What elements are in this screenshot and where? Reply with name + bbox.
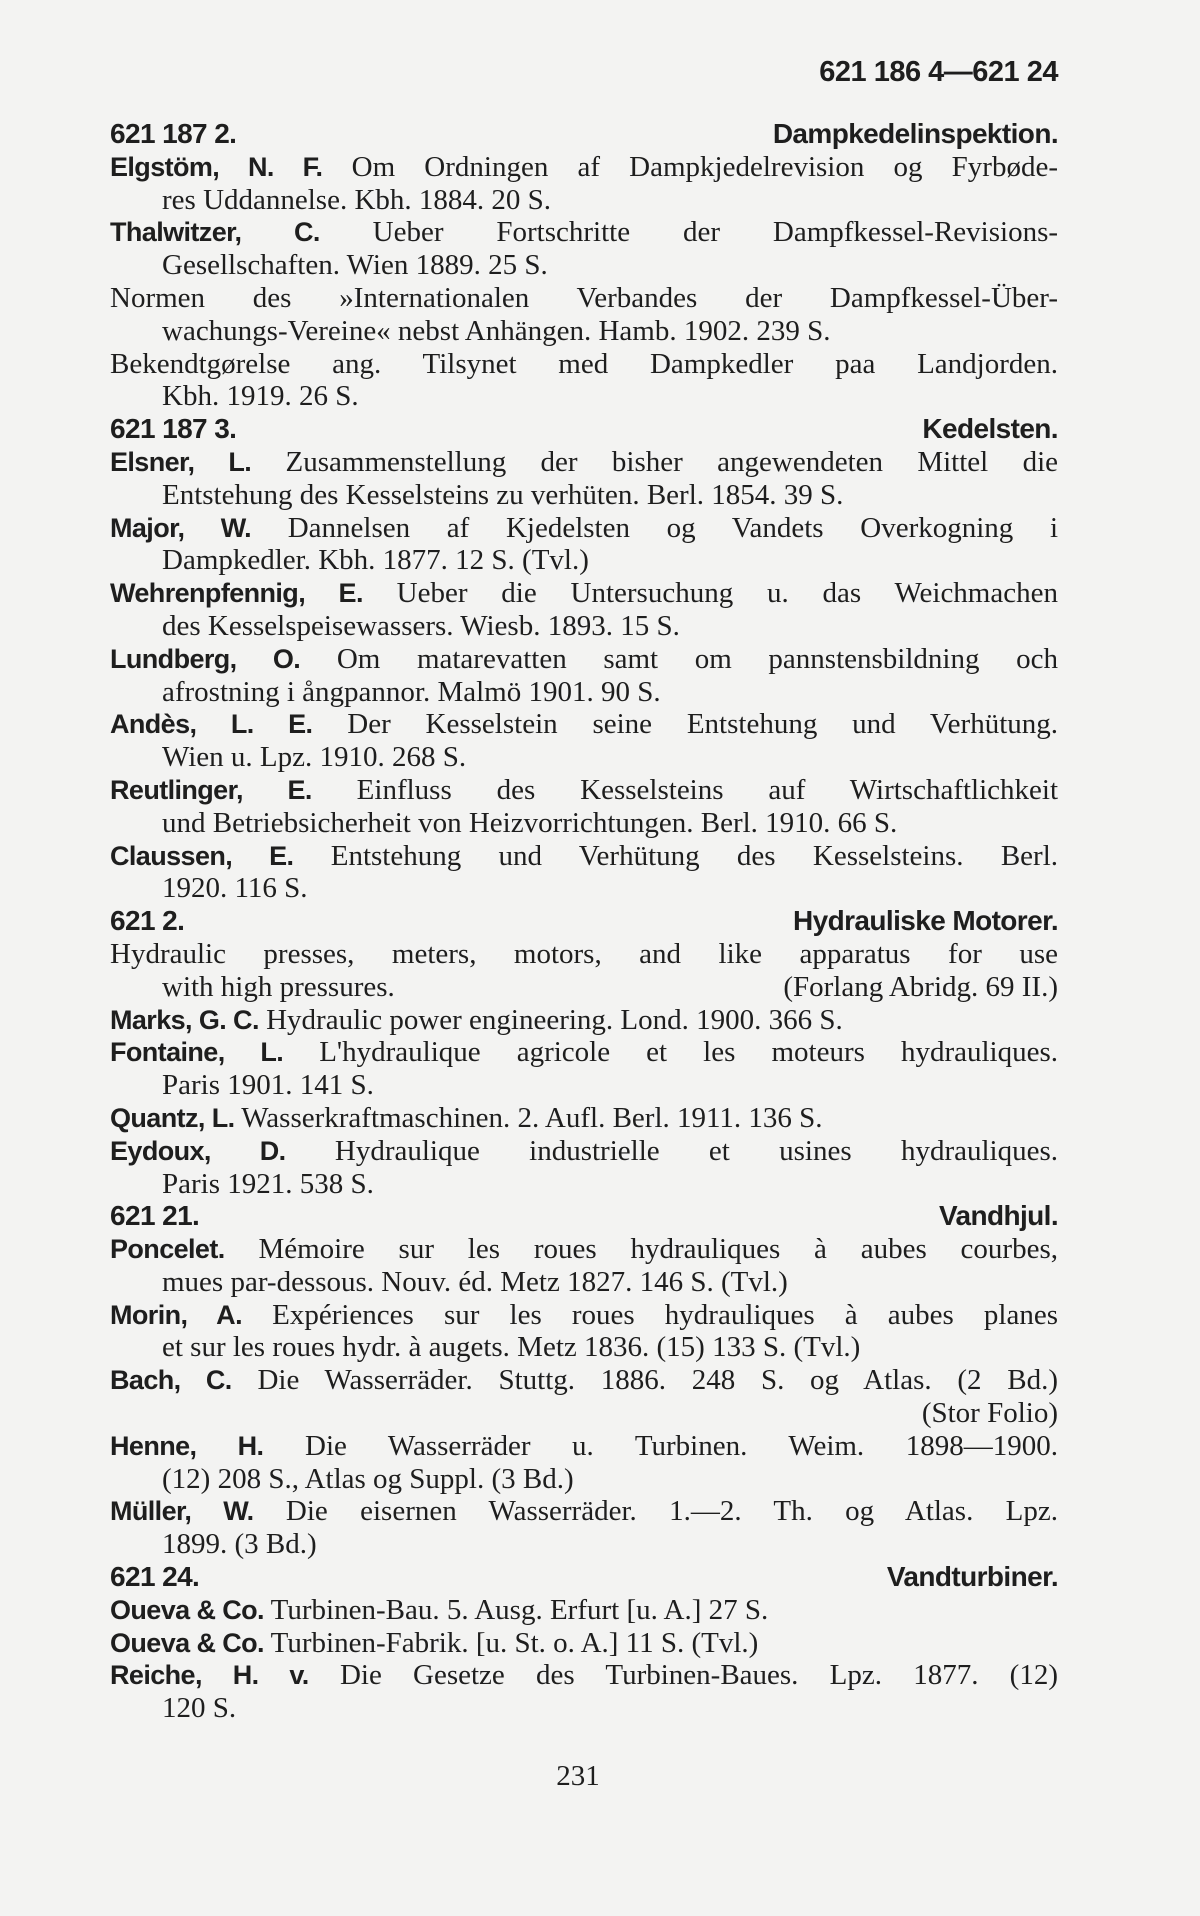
entry-line: [110, 1397, 1058, 1430]
section-heading: [110, 118, 1058, 151]
entry-line: [110, 1463, 1058, 1496]
entry-line: [110, 282, 1058, 315]
entry-line: [110, 1495, 1058, 1528]
entry-author: Müller, W.: [110, 1496, 254, 1527]
entry-text: Kbh. 1919. 26 S.: [162, 380, 359, 413]
entry-text: Dannelsen af Kjedelsten og Vandets Overkogning i: [287, 511, 1058, 544]
entry-line: [110, 544, 1058, 577]
entry-author: Lundberg, O.: [110, 643, 301, 674]
entry-text: Gesellschaften. Wien 1889. 25 S.: [162, 249, 548, 282]
entry-author: Poncelet.: [110, 1234, 225, 1265]
entry-line: [110, 446, 1058, 479]
entry-line: [110, 676, 1058, 709]
entry-author: Thalwitzer, C.: [110, 217, 320, 248]
entry-line: [110, 479, 1058, 512]
entry-note: (Stor Folio): [921, 1397, 1058, 1430]
section-code: 621 21.: [110, 1200, 200, 1232]
entry-line: [110, 807, 1058, 840]
entry-author: Henne, H.: [110, 1430, 264, 1461]
entry-text: Om matarevatten samt om pannstensbildning och: [336, 642, 1058, 675]
entry-author: Fontaine, L.: [110, 1037, 284, 1068]
section-code: 621 187 2.: [110, 118, 237, 149]
section-title: Kedelsten.: [922, 413, 1058, 445]
entry-line: [110, 184, 1058, 217]
entry-text: (12) 208 S., Atlas og Suppl. (3 Bd.): [162, 1462, 574, 1495]
entry-text: Hydraulic presses, meters, motors, and like apparatus for use: [110, 937, 1058, 970]
entry-line: [110, 1299, 1058, 1332]
section-heading: [110, 1561, 1058, 1594]
section-code: 621 2.: [110, 905, 185, 937]
entry-text: 1920. 116 S.: [162, 872, 308, 905]
entry-text: res Uddannelse. Kbh. 1884. 20 S.: [162, 183, 552, 216]
running-header: 621 186 4—621 24: [819, 56, 1058, 88]
entry-text: Hydraulique industrielle et usines hydrauliques.: [334, 1134, 1058, 1167]
bibliography-list: [110, 118, 1058, 1725]
entry-line: [110, 1659, 1058, 1692]
entry-line: [110, 1266, 1058, 1299]
entry-line: [110, 577, 1058, 610]
entry-text: Die Wasserräder u. Turbinen. Weim. 1898—1900.: [305, 1429, 1058, 1462]
entry-author: Elsner, L.: [110, 446, 252, 477]
section-heading: [110, 905, 1058, 938]
entry-note: (Forlang Abridg. 69 II.): [783, 970, 1058, 1003]
entry-text: wachungs-Vereine« nebst Anhängen. Hamb. 1902. 239 S.: [162, 314, 831, 347]
entry-text: Hydraulic power engineering. Lond. 1900. 366 S.: [266, 1003, 843, 1036]
entry-text: Die Wasserräder. Stuttg. 1886. 248 S. og Atlas. (2 Bd.): [257, 1364, 1058, 1397]
entry-line: [110, 249, 1058, 282]
entry-text: afrostning i ångpannor. Malmö 1901. 90 S.: [162, 675, 661, 708]
entry-line: [110, 610, 1058, 643]
entry-line: [110, 1102, 1058, 1135]
entry-text: Expériences sur les roues hydrauliques à aubes planes: [272, 1298, 1058, 1331]
entry-text: Turbinen-Fabrik. [u. St. o. A.] 11 S. (Tvl.): [270, 1626, 759, 1659]
entry-author: Major, W.: [110, 512, 252, 543]
entry-text: Bekendtgørelse ang. Tilsynet med Dampkedler paa Landjorden.: [110, 347, 1058, 380]
entry-line: [110, 380, 1058, 413]
entry-line: [110, 1135, 1058, 1168]
entry-line: [110, 512, 1058, 545]
entry-text: et sur les roues hydr. à augets. Metz 1836. (15) 133 S. (Tvl.): [162, 1331, 861, 1364]
section-title: Vandturbiner.: [886, 1561, 1058, 1593]
entry-text: Normen des »Internationalen Verbandes der Dampfkessel-Über-: [110, 281, 1058, 314]
page-number: 231: [556, 1760, 600, 1792]
entry-text: 120 S.: [162, 1692, 237, 1725]
entry-author: Oueva & Co.: [110, 1627, 264, 1658]
entry-author: Claussen, E.: [110, 840, 294, 871]
entry-author: Quantz, L.: [110, 1102, 235, 1133]
entry-text: Mémoire sur les roues hydrauliques à aubes courbes,: [258, 1233, 1058, 1266]
entry-line: [110, 1168, 1058, 1201]
entry-text: Paris 1921. 538 S.: [162, 1167, 374, 1200]
entry-line: [110, 872, 1058, 905]
entry-text: des Kesselspeisewassers. Wiesb. 1893. 15 S.: [162, 609, 680, 642]
entry-text: Turbinen-Bau. 5. Ausg. Erfurt [u. A.] 27 S.: [270, 1593, 769, 1626]
entry-text: 1899. (3 Bd.): [162, 1528, 317, 1561]
entry-line: [110, 348, 1058, 381]
entry-line: [110, 151, 1058, 184]
entry-line: [110, 1331, 1058, 1364]
section-code: 621 187 3.: [110, 413, 237, 445]
entry-line: [110, 1692, 1058, 1725]
entry-line: [110, 1233, 1058, 1266]
entry-text: Om Ordningen af Dampkjedelrevision og Fyrbøde-: [351, 150, 1058, 183]
entry-line: [110, 1004, 1058, 1037]
entry-line: [110, 643, 1058, 676]
section-heading: [110, 1200, 1058, 1233]
entry-author: Oueva & Co.: [110, 1594, 264, 1625]
section-code: 621 24.: [110, 1561, 200, 1593]
entry-text: with high pressures.: [162, 970, 395, 1003]
entry-author: Reutlinger, E.: [110, 774, 312, 805]
entry-line: [110, 938, 1058, 971]
entry-author: Bach, C.: [110, 1365, 232, 1396]
entry-text: Entstehung des Kesselsteins zu verhüten. Berl. 1854. 39 S.: [162, 478, 844, 511]
entry-text: Die eisernen Wasserräder. 1.—2. Th. og Atlas. Lpz.: [285, 1495, 1058, 1528]
entry-line: [110, 708, 1058, 741]
entry-line: [110, 971, 1058, 1004]
entry-text: und Betriebsicherheit von Heizvorrichtungen. Berl. 1910. 66 S.: [162, 806, 898, 839]
entry-author: Reiche, H. v.: [110, 1660, 309, 1691]
entry-author: Andès, L. E.: [110, 709, 313, 740]
entry-text: Zusammenstellung der bisher angewendeten Mittel die: [285, 445, 1059, 478]
section-title: Dampkedelinspektion.: [772, 118, 1058, 149]
entry-line: [110, 840, 1058, 873]
entry-author: Morin, A.: [110, 1299, 242, 1330]
entry-text: Entstehung und Verhütung des Kesselsteins. Berl.: [330, 839, 1058, 872]
section-title: Hydrauliske Motorer.: [793, 905, 1058, 937]
entry-line: [110, 1069, 1058, 1102]
entry-text: Wasserkraftmaschinen. 2. Aufl. Berl. 1911. 136 S.: [241, 1101, 823, 1134]
entry-author: Eydoux, D.: [110, 1135, 286, 1166]
entry-author: Elgstöm, N. F.: [110, 151, 323, 182]
entry-text: Paris 1901. 141 S.: [162, 1069, 374, 1102]
entry-text: Wien u. Lpz. 1910. 268 S.: [162, 741, 467, 774]
entry-author: Marks, G. C.: [110, 1004, 259, 1035]
entry-line: [110, 1036, 1058, 1069]
entry-author: Wehrenpfennig, E.: [110, 578, 363, 609]
entry-line: [110, 1364, 1058, 1397]
entry-text: Ueber die Untersuchung u. das Weichmachen: [396, 577, 1058, 610]
entry-text: Einfluss des Kesselsteins auf Wirtschaftlichkeit: [356, 773, 1059, 806]
entry-text: Der Kesselstein seine Entstehung und Verhütung.: [347, 708, 1058, 741]
section-heading: [110, 413, 1058, 446]
entry-text: L'hydraulique agricole et les moteurs hydrauliques.: [319, 1036, 1059, 1069]
entry-line: [110, 741, 1058, 774]
entry-line: [110, 1430, 1058, 1463]
entry-line: [110, 1528, 1058, 1561]
entry-text: Die Gesetze des Turbinen-Baues. Lpz. 1877. (12): [339, 1659, 1058, 1692]
entry-line: [110, 216, 1058, 249]
entry-line: [110, 315, 1058, 348]
entry-text: mues par-dessous. Nouv. éd. Metz 1827. 146 S. (Tvl.): [162, 1265, 788, 1298]
entry-text: Dampkedler. Kbh. 1877. 12 S. (Tvl.): [162, 544, 589, 577]
entry-line: [110, 774, 1058, 807]
entry-text: Ueber Fortschritte der Dampfkessel-Revisions-: [372, 216, 1059, 249]
section-title: Vandhjul.: [938, 1200, 1058, 1232]
entry-line: [110, 1594, 1058, 1627]
entry-line: [110, 1627, 1058, 1660]
